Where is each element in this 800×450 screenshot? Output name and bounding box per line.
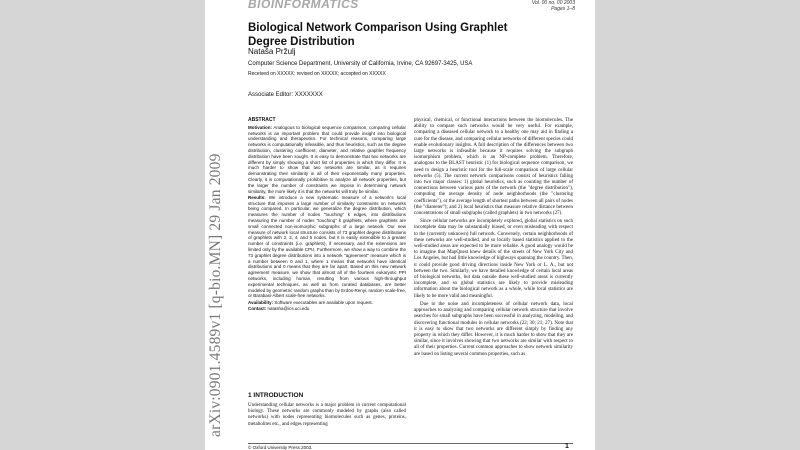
journal-name: BIOINFORMATICS: [248, 0, 359, 11]
results-label: Results:: [248, 194, 266, 200]
introduction-heading: 1 INTRODUCTION: [248, 392, 304, 399]
paper-title: Biological Network Comparison Using Graphlet Degree Distribution: [248, 22, 508, 48]
contact-email: natasha@ics.uci.edu: [267, 306, 310, 311]
right-column: [414, 118, 573, 360]
abstract-motivation: [248, 125, 406, 195]
results-text: We introduce a new systematic measure of a network's local structure that imposes a large number of similarity constraints on networks being compared. In particular, we generalize the degree distribution, which measures the number of nodes "touching" k edges, into distributions measuring the number of nodes "touching" k graphlets, where graphlets are small connected non-isomorphic subgraphs of a large network. Our new measure of network local structure consists of 73 graphlet degree distributions of graphlets with 2, 3, 4, and 5 nodes, but it is easily extendible to a greater number of constraints (i.e. graphlets), if necessary, and the extensions are limited only by the available CPU. Furthermore, we show a way to combine the 73 graphlet degree distributions into a network "agreement" measure which is a number between 0 and 1, where 1 means that networks have identical distributions and 0 means that they are far apart. Based on this new network agreement measure, we show that almost all of the fourteen eukaryotic PPI networks, including human, resulting from various high-throughput experimental techniques, as well as from curated databases, are better modeled by geometric random graphs than by Erdös-Renyi, random scale-free, or Barabasi-Albert scale-free networks.: [248, 194, 406, 299]
viewer-background-left: [0, 0, 205, 450]
associate-editor: Associate Editor: XXXXXXX: [248, 92, 323, 98]
footer-rule: [248, 443, 573, 444]
author-name: Nataša Pržulj: [248, 47, 296, 56]
abstract-results: [248, 195, 406, 299]
body-paragraph: Since cellular networks are incompletely explored, global statistics on such incomplete data may be substantially biased, or even misleading with respect to the (currently unknown) full network. Conversely, certain neighborhoods of these networks are well-studied, and so locally based statistics applied to the well-studied areas are expected to be more reliable. A good analogy would be to imagine that MapQuest knew details of the streets of New York City and Los Angeles, but had little knowledge of highways spanning the country. Then, it could provide good driving directions inside New York or L. A., but not between the two. Similarly, we have detailed knowledge of certain local areas of biological networks, but data outside these well-studied areas is currently incomplete, and so global statistics are likely to provide misleading information about the biological network as a whole, while local statistics are likely to be more valid and meaningful.: [414, 219, 573, 299]
introduction-text: Understanding cellular networks is a major problem in current computational biology. These networks are commonly modeled by graphs (also called networks) with nodes representing biomolecules such as genes, proteins, metabolites etc., and edges representing: [248, 403, 406, 427]
abstract-contact: [248, 306, 406, 312]
received-dates: Received on XXXXX; revised on XXXXX; accepted on XXXXX: [248, 71, 386, 77]
motivation-text: Analogous to biological sequence comparison, comparing cellular networks is an important problem that could provide insight into biological understanding and therapeutics. For technical reasons, comparing large networks is computationally infeasible, and thus heuristics, such as the degree distribution, clustering coefficient, diameter, and relative graphlet frequency distribution have been sought. It is easy to demonstrate that two networks are different by simply showing a short list of properties in which they differ. It is much harder to show that two networks are similar, as it requires demonstrating their similarity in all of their exponentially many properties. Clearly, it is computationally prohibitive to analyze all network properties, but the larger the number of constraints we impose in determining network similarity, the more likely it is that the networks will truly be similar.: [248, 124, 406, 194]
abstract-block: [248, 118, 406, 312]
page-number: 1: [565, 443, 569, 450]
abstract-availability: [248, 300, 406, 306]
viewer-background-right: [595, 0, 800, 450]
pages-line: Pages 1–8: [551, 6, 575, 12]
abstract-heading: ABSTRACT: [248, 117, 276, 123]
affiliation: Computer Science Department, University of California, Irvine, CA 92697-3425, USA: [248, 61, 473, 67]
arxiv-identifier: arXiv:0901.4589v1 [q-bio.MN] 29 Jan 2009: [207, 153, 224, 437]
copyright-notice: © Oxford University Press 2003.: [248, 445, 313, 450]
contact-label: Contact:: [248, 306, 267, 311]
motivation-label: Motivation:: [248, 124, 272, 130]
availability-label: Availability:: [248, 299, 274, 305]
body-paragraph: physical, chemical, or functional interactions between the biomolecules. The ability to compare such networks would be very useful. For example, comparing a diseased cellular network to a healthy one may aid in finding a cure for the disease, and comparing cellular networks of different species could enable evolutionary insights. A full description of the differences between two large networks is infeasible because it requires solving the subgraph isomorphism problem, which is an NP-complete problem. Therefore, analogous to the BLAST heuristic (1) for biological sequence comparison, we need to design a heuristic tool for the full-scale comparison of large cellular networks (5). The current network comparisons consist of heuristics falling into two major classes: 1) global heuristics, such as counting the number of connections between various parts of the network (the "degree distribution"), computing the average density of node neighborhoods (the "clustering coefficients"), or the average length of shortest paths between all pairs of nodes (the "diameter"); and 2) local heuristics that measure relative distance between concentrations of small subgraphs (called graphlets) in two networks (27).: [414, 118, 573, 217]
availability-text: Software executables are available upon request.: [274, 299, 373, 305]
body-paragraph: Due to the noise and incompleteness of cellular network data, local approaches to analyzing and comparing cellular network structure that involve searches for small subgraphs have been successful in analyzing, modeling, and discovering functional modules in cellular networks (22; 30; 21; 27). Note that it is easy to show that two networks are different simply by finding any property in which they differ. However, it is much harder to show that they are similar, since it involves showing that two networks are similar with respect to all of their properties. Current common approaches to show network similarity are based on listing several common properties, such as: [414, 301, 573, 357]
volume-info: [532, 0, 575, 12]
volume-line: Vol. 00 no. 00 2003: [531, 0, 575, 6]
paper-page: [205, 0, 595, 450]
